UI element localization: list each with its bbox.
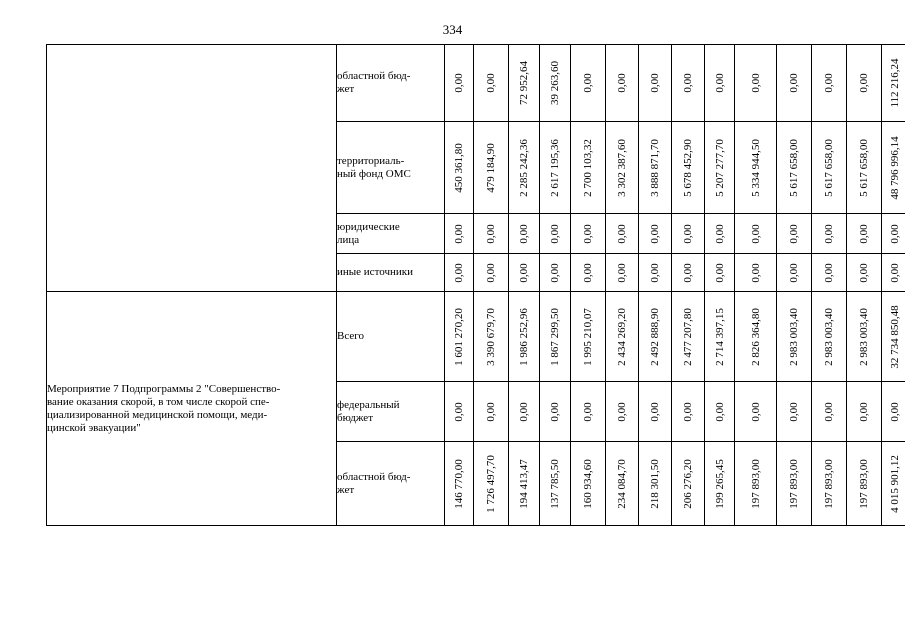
value-cell: 5 207 277,70 (713, 138, 726, 197)
source-cell: территориаль- ный фонд ОМС (337, 122, 445, 214)
value-cell: 0,00 (649, 223, 661, 244)
value-cell: 0,00 (518, 223, 530, 244)
value-cell: 0,00 (485, 223, 497, 244)
value-cell: 0,00 (749, 401, 762, 422)
value-cell: 0,00 (649, 401, 661, 422)
source-cell: иные источники (337, 254, 445, 292)
value-cell: 5 617 658,00 (823, 138, 835, 197)
source-cell: областной бюд- жет (337, 45, 445, 122)
value-cell: 2 434 269,20 (616, 307, 628, 366)
value-cell: 1 726 497,70 (485, 454, 497, 513)
value-cell: 0,00 (485, 73, 497, 93)
value-cell: 197 893,00 (749, 458, 762, 509)
value-cell: 0,00 (549, 223, 561, 244)
source-cell: Всего (337, 292, 445, 382)
value-cell: 5 617 658,00 (788, 138, 800, 197)
value-cell: 3 302 387,60 (616, 138, 628, 197)
budget-table (46, 44, 905, 526)
value-cell: 0,00 (858, 223, 870, 244)
value-cell: 2 700 103,32 (582, 138, 594, 197)
value-cell: 1 867 299,50 (549, 307, 561, 366)
value-cell: 0,00 (549, 262, 561, 283)
value-cell: 0,00 (823, 73, 835, 93)
value-cell: 0,00 (788, 401, 800, 422)
value-cell: 2 983 003,40 (823, 307, 835, 366)
value-cell: 48 796 996,14 (888, 135, 901, 200)
value-cell: 5 617 658,00 (858, 138, 870, 197)
value-cell: 0,00 (682, 73, 694, 93)
value-cell: 3 390 679,70 (485, 307, 497, 366)
value-cell: 0,00 (823, 262, 835, 283)
value-cell: 234 084,70 (616, 458, 628, 509)
value-cell: 0,00 (549, 401, 561, 422)
value-cell: 112 216,24 (888, 58, 901, 108)
value-cell: 5 334 944,50 (749, 138, 762, 197)
value-cell: 0,00 (616, 73, 628, 93)
event-cell-7: Мероприятие 7 Подпрограммы 2 "Совершенство- вание оказания скорой, в том числе скорой спе- циализированной медицинской помощи, меди- цинской эвакуации" (47, 292, 337, 526)
value-cell: 1 986 252,96 (518, 307, 530, 366)
source-cell: федеральный бюджет (337, 382, 445, 442)
value-cell: 0,00 (858, 401, 870, 422)
value-cell: 3 888 871,70 (649, 138, 661, 197)
value-cell: 0,00 (749, 262, 762, 283)
value-cell: 0,00 (749, 73, 762, 93)
table-row (47, 292, 905, 382)
value-cell: 2 826 364,80 (749, 307, 762, 366)
value-cell: 2 477 207,80 (682, 307, 694, 366)
value-cell: 0,00 (823, 401, 835, 422)
value-cell: 39 263,60 (549, 61, 561, 105)
value-cell: 0,00 (616, 223, 628, 244)
value-cell: 0,00 (788, 73, 800, 93)
value-cell: 0,00 (582, 223, 594, 244)
value-cell: 0,00 (888, 262, 901, 283)
value-cell: 194 413,47 (518, 458, 530, 509)
value-cell: 0,00 (749, 223, 762, 244)
value-cell: 0,00 (582, 401, 594, 422)
value-cell: 0,00 (582, 73, 594, 93)
page-number: 334 (442, 22, 463, 37)
value-cell: 137 785,50 (549, 458, 561, 509)
value-cell: 0,00 (713, 262, 726, 283)
value-cell: 146 770,00 (453, 458, 465, 509)
value-cell: 2 983 003,40 (858, 307, 870, 366)
value-cell: 0,00 (485, 401, 497, 422)
value-cell: 0,00 (453, 401, 465, 422)
value-cell: 197 893,00 (823, 458, 835, 509)
value-cell: 32 734 850,48 (888, 304, 901, 369)
value-cell: 0,00 (518, 262, 530, 283)
value-cell: 2 617 195,36 (549, 138, 561, 197)
value-cell: 1 601 270,20 (453, 307, 465, 366)
value-cell: 72 952,64 (518, 61, 530, 105)
source-cell: областной бюд- жет (337, 442, 445, 526)
value-cell: 0,00 (713, 73, 726, 93)
value-cell: 0,00 (888, 401, 901, 422)
value-cell: 2 492 888,90 (649, 307, 661, 366)
value-cell: 479 184,90 (485, 142, 497, 193)
value-cell: 0,00 (518, 401, 530, 422)
value-cell: 206 276,20 (682, 458, 694, 509)
value-cell: 0,00 (582, 262, 594, 283)
value-cell: 5 678 452,90 (682, 138, 694, 197)
value-cell: 0,00 (888, 223, 901, 244)
value-cell: 197 893,00 (858, 458, 870, 509)
value-cell: 0,00 (453, 73, 465, 93)
value-cell: 218 301,50 (649, 458, 661, 509)
source-cell: юридические лица (337, 214, 445, 254)
value-cell: 160 934,60 (582, 458, 594, 509)
event-cell-1 (47, 45, 337, 292)
value-cell: 197 893,00 (788, 458, 800, 509)
value-cell: 0,00 (682, 401, 694, 422)
value-cell: 0,00 (649, 262, 661, 283)
value-cell: 0,00 (858, 73, 870, 93)
value-cell: 0,00 (616, 401, 628, 422)
value-cell: 199 265,45 (713, 458, 726, 509)
value-cell: 0,00 (453, 223, 465, 244)
value-cell: 4 015 901,12 (888, 454, 901, 513)
value-cell: 1 995 210,07 (582, 307, 594, 366)
value-cell: 0,00 (788, 223, 800, 244)
value-cell: 0,00 (453, 262, 465, 283)
value-cell: 0,00 (485, 262, 497, 283)
value-cell: 0,00 (682, 262, 694, 283)
value-cell: 2 714 397,15 (713, 307, 726, 366)
table-row (47, 45, 905, 122)
value-cell: 0,00 (823, 223, 835, 244)
value-cell: 450 361,80 (453, 142, 465, 193)
value-cell: 0,00 (649, 73, 661, 93)
value-cell: 0,00 (713, 401, 726, 422)
value-cell: 0,00 (713, 223, 726, 244)
value-cell: 2 285 242,36 (518, 138, 530, 197)
value-cell: 0,00 (616, 262, 628, 283)
value-cell: 0,00 (682, 223, 694, 244)
value-cell: 0,00 (788, 262, 800, 283)
value-cell: 2 983 003,40 (788, 307, 800, 366)
value-cell: 0,00 (858, 262, 870, 283)
